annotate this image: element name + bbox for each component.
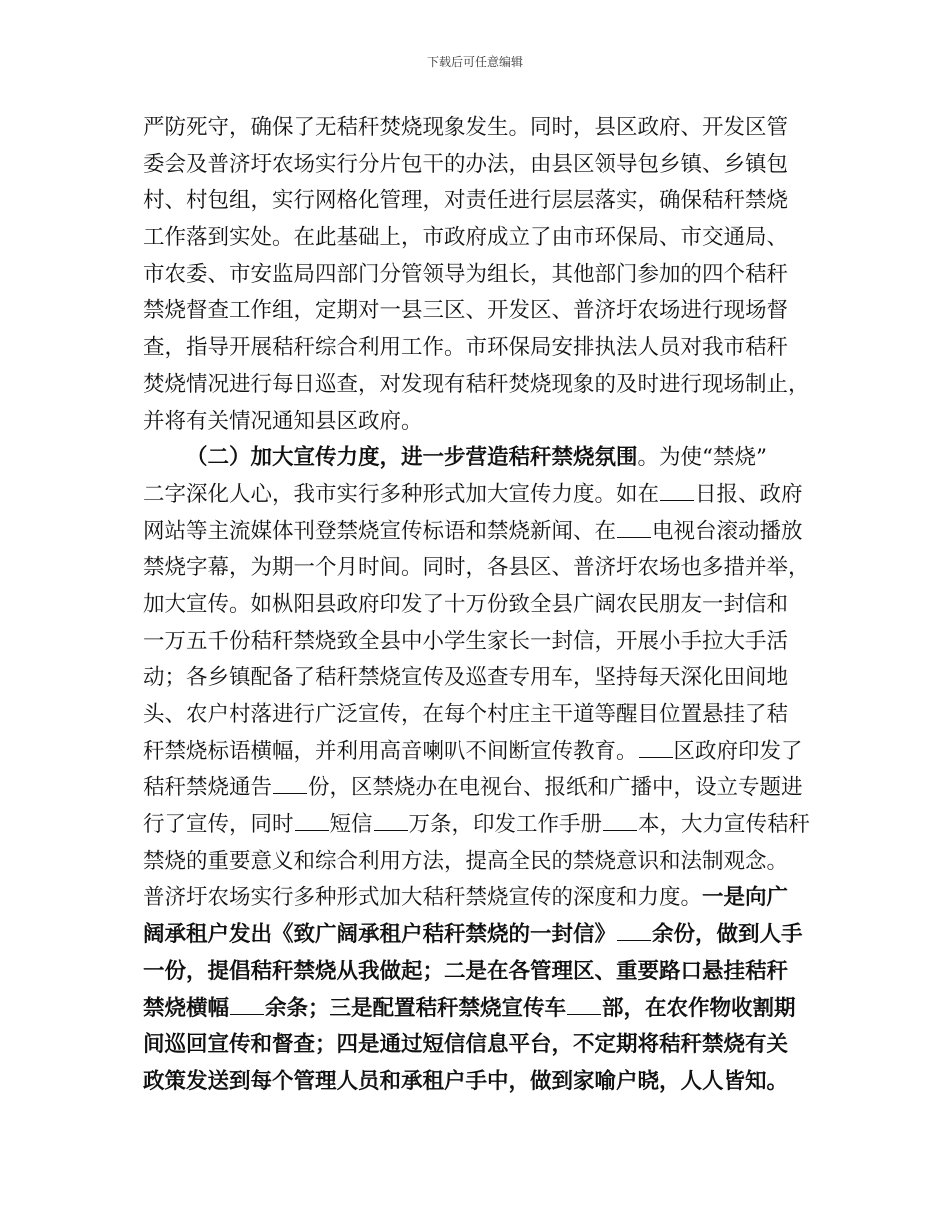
blank-underline [567, 1013, 601, 1015]
section-heading-line [143, 440, 833, 477]
text-line: 一份，提倡秸秆禁烧从我做起；二是在各管理区、重要路口悬挂秸秆 [143, 958, 789, 984]
blank-underline [273, 792, 307, 794]
blank-underline [295, 829, 329, 831]
blank-underline [639, 756, 673, 758]
text-span: 网站等主流媒体刊登禁烧宣传标语和禁烧新闻、在 [143, 518, 617, 544]
text-line: 动；各乡镇配备了秸秆禁烧宣传及巡查专用车，坚持每天深化田间地 [143, 665, 789, 691]
text-line: 工作落到实处。在此基础上，市政府成立了由市环保局、市交通局、 [143, 225, 789, 251]
bold-text-span: 余条；三是配置秸秆禁烧宣传车 [265, 995, 567, 1021]
text-line [143, 991, 833, 1028]
text-line [143, 514, 833, 551]
text-line [143, 734, 833, 771]
text-span: 区政府印发了 [673, 738, 803, 764]
text-line [143, 477, 833, 514]
text-line: 并将有关情况通知县区政府。 [143, 408, 423, 434]
text-line: 市农委、市安监局四部门分管领导为组长，其他部门参加的四个秸秆 [143, 261, 789, 287]
text-span: 秸秆禁烧通告 [143, 775, 273, 801]
bold-text-span: 阔承租户发出《致广阔承租户秸秆禁烧的一封信》 [143, 922, 617, 948]
blank-underline [660, 499, 694, 501]
bold-text-span: 部，在农作物收割期 [602, 995, 796, 1021]
text-line: 焚烧情况进行每日巡查，对发现有秸秆焚烧现象的及时进行现场制止， [143, 371, 810, 397]
text-span: 电视台滚动播放 [652, 518, 803, 544]
text-span: 本，大力宣传秸秆 [638, 812, 811, 838]
text-line: 一万五千份秸秆禁烧致全县中小学生家长一封信，开展小手拉大手活 [143, 628, 789, 654]
bold-text-span: 禁烧横幅 [143, 995, 230, 1021]
text-span: 秆禁烧标语横幅，并利用高音喇叭不间断宣传教育。 [143, 738, 638, 764]
text-line: 政策发送到每个管理人员和承租户手中，做到家喻户晓，人人皆知。 [143, 1068, 789, 1094]
document-body [143, 110, 833, 1101]
text-span: 行了宣传，同时 [143, 812, 294, 838]
text-line [143, 880, 833, 917]
text-span: 日报、政府 [695, 481, 803, 507]
text-line: 村、村包组，实行网格化管理，对责任进行层层落实，确保秸秆禁烧 [143, 188, 789, 214]
text-line [143, 807, 833, 844]
text-span: 短信 [329, 812, 373, 838]
text-line: 禁烧字幕，为期一个月时间。同时，各县区、普济圩农场也多措并举， [143, 555, 810, 581]
blank-underline [230, 1013, 264, 1015]
bold-text-span: 余份，做到人手 [652, 922, 803, 948]
text-line: 间巡回宣传和督查；四是通过短信信息平台，不定期将秸秆禁烧有关 [143, 1032, 789, 1058]
text-line: 禁烧督查工作组，定期对一县三区、开发区、普济圩农场进行现场督 [143, 298, 789, 324]
text-span: 份，区禁烧办在电视台、报纸和广播中，设立专题进 [308, 775, 803, 801]
text-line [143, 917, 833, 954]
text-line: 禁烧的重要意义和综合利用方法，提高全民的禁烧意识和法制观念。 [143, 848, 789, 874]
text-span: 二字深化人心，我市实行多种形式加大宣传力度。如在 [143, 481, 660, 507]
page-header: 下载后可任意编辑 [426, 55, 523, 69]
text-line [143, 770, 833, 807]
text-span: 普济圩农场实行多种形式加大秸秆禁烧宣传的深度和力度。 [143, 885, 703, 911]
section-heading: （二）加大宣传力度，进一步营造秸秆禁烧氛围 [186, 445, 638, 471]
blank-underline [603, 829, 637, 831]
text-line: 委会及普济圩农场实行分片包干的办法，由县区领导包乡镇、乡镇包 [143, 151, 789, 177]
text-line: 严防死守，确保了无秸秆焚烧现象发生。同时，县区政府、开发区管 [143, 115, 789, 140]
blank-underline [617, 536, 651, 538]
text-line: 头、农户村落进行广泛宣传，在每个村庄主干道等醒目位置悬挂了秸 [143, 702, 789, 727]
text-line: 查，指导开展秸秆综合利用工作。市环保局安排执法人员对我市秸秆 [143, 335, 789, 361]
text-span: 万条，印发工作手册 [408, 812, 603, 838]
blank-underline [374, 829, 408, 831]
bold-text-span: 一是向广 [702, 885, 789, 911]
blank-underline [617, 939, 651, 941]
text-line: 加大宣传。如枞阳县政府印发了十万份致全县广阔农民朋友一封信和 [143, 591, 789, 617]
text-span: 。为使“禁烧” [637, 445, 767, 471]
